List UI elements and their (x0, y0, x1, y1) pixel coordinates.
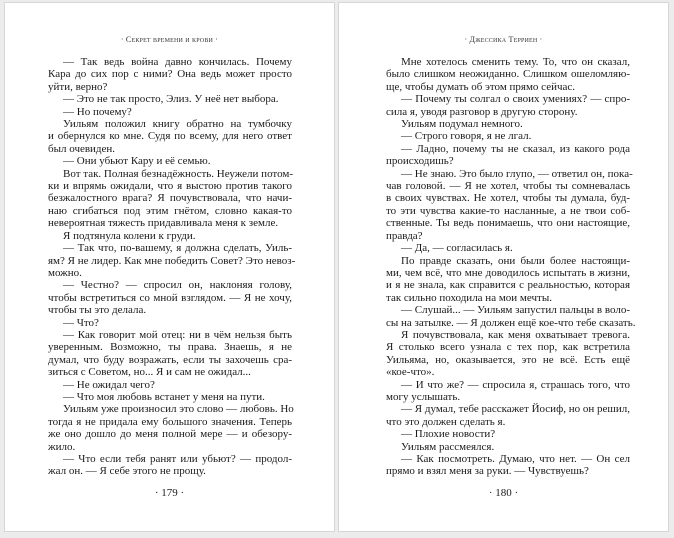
text-line: Мне хотелось сменить тему. То, что он сказал, (401, 56, 630, 68)
text-line: происходишь? (386, 155, 454, 168)
text-line: ственные. Ты ведь понимаешь, что они настоящие, (386, 217, 630, 230)
text-line: уверенным. Возможно, ты права. Знаешь, я не (48, 341, 292, 354)
text-line: уйти, верно? (48, 80, 108, 93)
text-line: в своих чувствах. Не хотел, чтобы ты думала, буд- (386, 192, 630, 205)
text-line: жило. (48, 440, 76, 453)
text-line: что это должен сделать я. (386, 415, 506, 428)
text-line: ще, чтобы думать об этом прямо сейчас. (386, 80, 576, 93)
text-line: правда? (386, 229, 423, 242)
text-line: же оно дошло до меня полной мере — и обезору- (48, 428, 292, 441)
paragraph (386, 453, 630, 478)
paragraph (48, 242, 296, 279)
text-line: жал он. — Я себе этого не прощу. (48, 465, 206, 478)
text-line: Я подтянула колени к груди. (63, 229, 196, 242)
text-line: было слишком неожиданно. Слишком ошеломляю- (386, 68, 630, 81)
text-line: Кара до сих пор с ними? Она ведь может просто (48, 68, 292, 81)
text-line: — Почему ты солгал о своих умениях? — спро- (401, 93, 630, 106)
body-text (48, 56, 296, 478)
paragraph (386, 329, 630, 379)
text-line: — Я думал, тебе расскажет Йосиф, но он решил, (401, 403, 630, 416)
text-line: был очевиден. (48, 142, 116, 155)
text-line: чтобы ты это делала. (48, 304, 147, 317)
text-line: — Так ведь война давно кончилась. Почему (63, 56, 292, 68)
text-line: — Не ожидал чего? (63, 378, 155, 391)
paragraph (386, 403, 630, 428)
paragraph (386, 56, 630, 93)
paragraph (386, 118, 630, 130)
paragraph (386, 167, 633, 242)
paragraph (48, 317, 292, 329)
paragraph (386, 242, 630, 254)
text-line: «кое-что». (386, 366, 435, 379)
paragraph (48, 279, 292, 316)
text-line: — Честно? — спросил он, наклоняя голову, (63, 279, 292, 292)
text-line: чтобы встретиться со мной взглядом. — Я не хочу, (48, 291, 292, 304)
text-line: — Да, — согласилась я. (401, 242, 513, 255)
paragraph (386, 143, 630, 168)
text-line: могу услышать. (386, 390, 461, 403)
left-page (4, 2, 335, 532)
page-number: · 179 · (154, 487, 185, 499)
text-line: невероятная тяжесть придавливала меня к земле. (48, 217, 279, 230)
paragraph (48, 403, 292, 453)
text-line: думал, что буду возражать, если ты захочешь сра- (48, 353, 292, 366)
text-line: чав головой. — Я не хотел, чтобы ты сомневалась (386, 180, 630, 193)
text-line: — Что? (63, 316, 99, 329)
paragraph (48, 93, 292, 105)
paragraph (48, 230, 292, 242)
text-line: Уильям рассмеялся. (401, 440, 495, 453)
text-line: По правде сказать, они были более настоящи- (401, 254, 630, 267)
paragraph (48, 453, 292, 478)
text-line: Уильяма, но, оказывается, это не всё. Есть ещё (386, 353, 630, 366)
text-line: можно. (48, 266, 82, 279)
text-line: ки и впрямь ожидали, что я выстою против такого (48, 180, 292, 193)
paragraph (48, 329, 292, 379)
text-line: — Они убьют Кару и её семью. (63, 155, 211, 168)
text-line: тогда я не придала ему большого значения. Теперь (48, 415, 292, 428)
paragraph (386, 441, 630, 453)
paragraph (48, 118, 292, 155)
text-line: — Слушай... — Уильям запустил пальцы в воло- (401, 304, 630, 317)
text-line: Уильям подумал немного. (401, 118, 523, 131)
text-line: сила я, уводя разговор в другую сторону. (386, 105, 578, 118)
paragraph (48, 379, 292, 391)
right-page (338, 2, 669, 532)
text-line: — Как говорит мой отец: ни в чём нельзя быть (63, 328, 292, 341)
text-line: — Не знаю. Это было глупо, — ответил он, пока- (401, 167, 633, 180)
paragraph (48, 56, 292, 93)
text-line: — И что же? — спросила я, страшась того, что (401, 378, 630, 391)
text-line: сы на затылке. — Я должен ещё кое-что тебе сказать. (386, 316, 636, 329)
text-line: — Так что, по-вашему, я должна сделать, Уиль- (63, 242, 292, 255)
paragraph (48, 391, 292, 403)
paragraph (48, 168, 292, 230)
text-line: — Но почему? (63, 105, 132, 118)
body-text (386, 56, 636, 478)
text-line: Я столько всего узнала с тех пор, как встретила (386, 341, 630, 354)
paragraph (386, 255, 630, 305)
text-line: — Строго говоря, я не лгал. (401, 130, 532, 143)
text-line: — Ладно, почему ты не сказал, из какого рода (401, 142, 630, 155)
text-line: — Как посмотреть. Думаю, что нет. — Он сел (401, 453, 630, 465)
text-line: — Это не так просто, Элиз. У неё нет выбора. (63, 93, 279, 106)
paragraph (386, 130, 630, 142)
text-line: так сильно походила на мои мечты. (386, 291, 552, 304)
paragraph (386, 93, 630, 118)
text-line: — Что моя любовь встанет у меня на пути. (63, 390, 265, 403)
page-number: · 180 · (488, 487, 519, 499)
running-head: · Секрет времени и крови · (120, 35, 219, 44)
text-line: — Что если тебя ранят или убьют? — продол- (63, 453, 292, 465)
paragraph (386, 304, 636, 329)
text-line: и обернулся ко мне. Судя по всему, для него ответ (48, 130, 292, 143)
running-head: · Джессика Терриен · (464, 35, 543, 44)
text-line: ям? Я не лидер. Как мне победить Совет? Это невоз- (48, 254, 296, 267)
text-line: Вот так. Полная безнадёжность. Неужели потом- (63, 167, 294, 180)
text-line: — Плохие новости? (401, 428, 496, 441)
paragraph (386, 428, 630, 440)
text-line: наю сгибаться под этим гнётом, словно какая-то (48, 204, 292, 217)
text-line: безжалостного врага? Я почувствовала, что начи- (48, 192, 292, 205)
text-line: то эти чувства какие-то насланные, а не твои соб- (386, 204, 630, 217)
text-line: прямо и взял меня за руки. — Чувствуешь? (386, 465, 589, 478)
paragraph (48, 155, 292, 167)
text-line: ми, чем всё, что мне доводилось испытать в жизни, (386, 266, 630, 279)
text-line: Уильям положил книгу обратно на тумбочку (63, 118, 292, 131)
text-line: Я почувствовала, как меня охватывает тревога. (401, 328, 630, 341)
paragraph (386, 379, 630, 404)
text-line: Уильям уже произносил это слово — любовь. Но (63, 403, 294, 416)
text-line: и я не знала, как справится с реальностью, которая (386, 279, 630, 292)
text-line: зиться с Советом, но... Я и сам не ожидал... (48, 366, 251, 379)
paragraph (48, 106, 292, 118)
